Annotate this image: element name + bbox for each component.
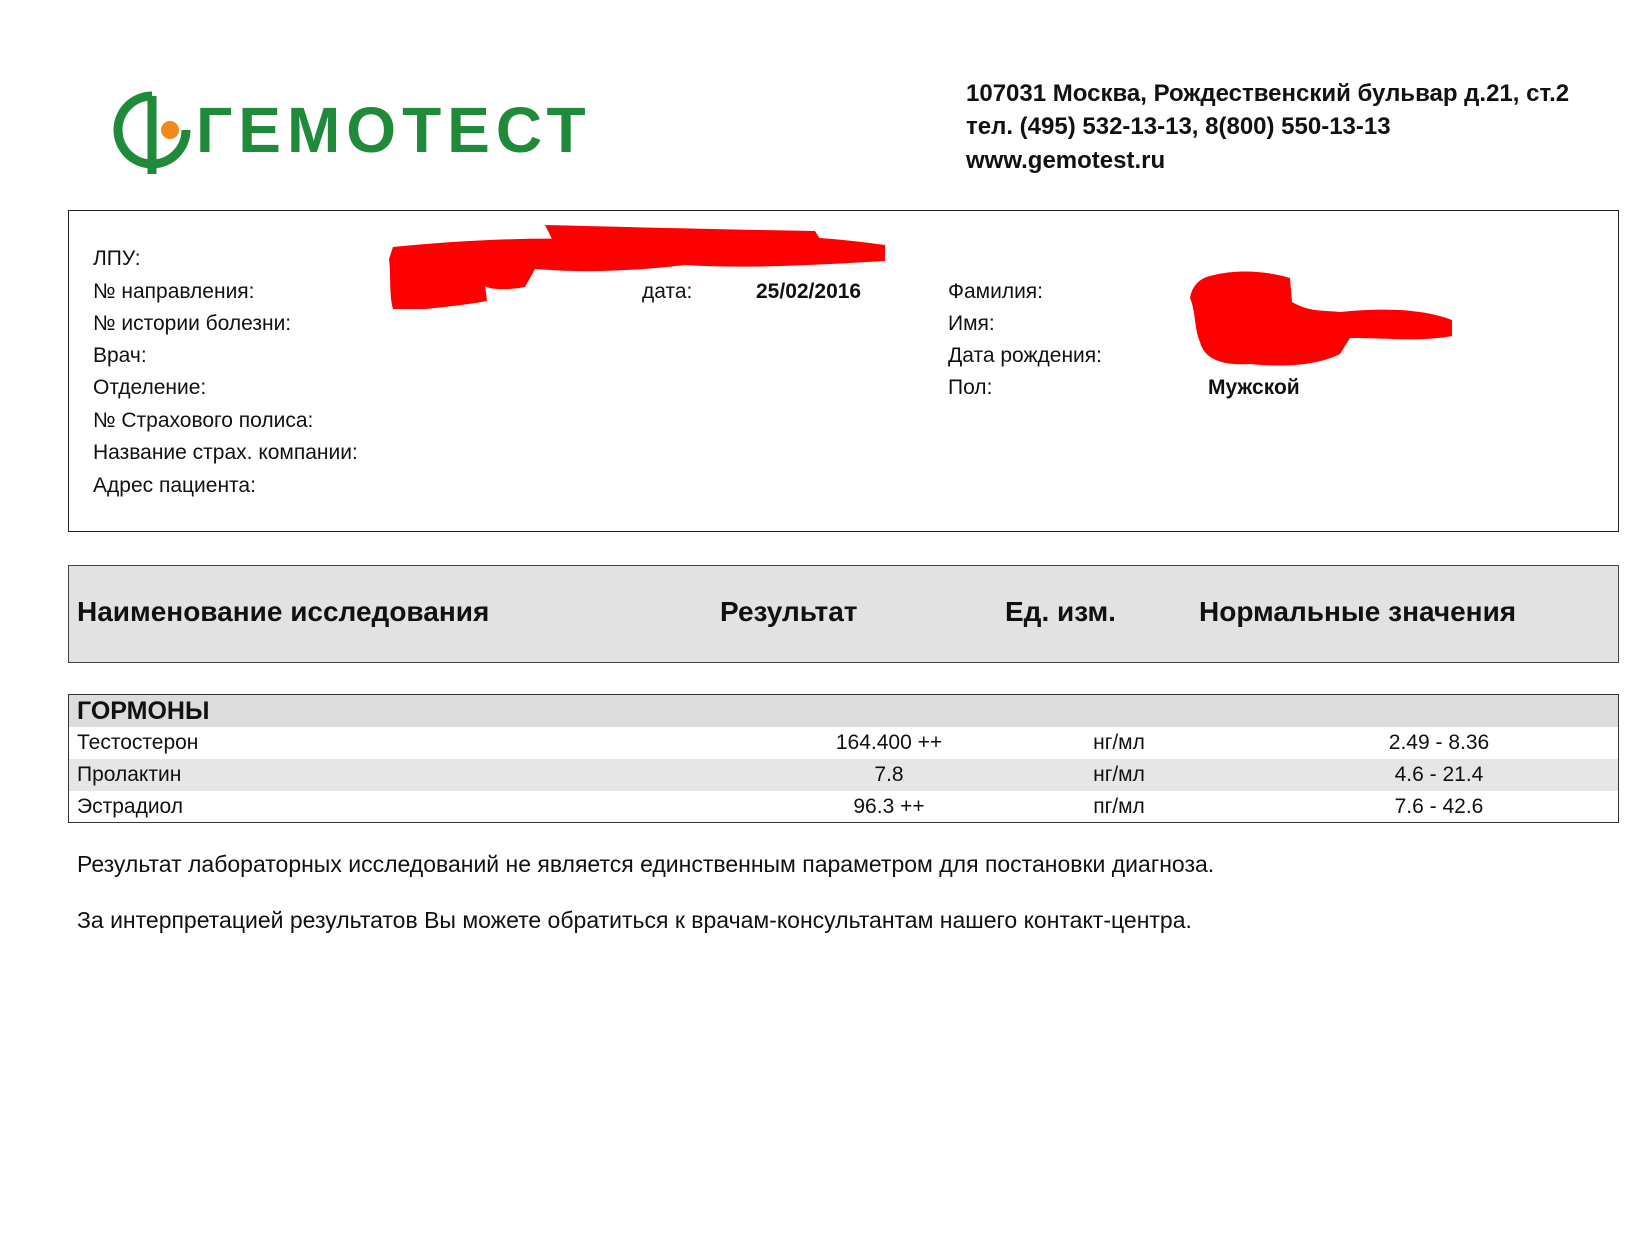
table-row <box>69 791 1618 823</box>
referral-date-value: 25/02/2016 <box>756 280 862 303</box>
test-name: Тестостерон <box>77 731 199 754</box>
label-history-number: № истории болезни: <box>93 312 292 335</box>
redaction-mark-left <box>385 225 890 315</box>
results-table-header <box>68 565 1619 663</box>
logo-emblem <box>118 96 190 174</box>
lab-website[interactable]: www.gemotest.ru <box>966 147 1166 174</box>
test-normal-range: 2.49 - 8.36 <box>1388 731 1490 754</box>
group-title: ГОРМОНЫ <box>77 697 210 725</box>
label-referral-number: № направления: <box>93 280 255 303</box>
label-date: дата: <box>642 280 693 303</box>
test-unit: нг/мл <box>1093 763 1145 786</box>
label-birth-date: Дата рождения: <box>948 344 1102 367</box>
sex-value: Мужской <box>1208 376 1300 399</box>
header-result: Результат <box>720 596 858 627</box>
test-normal-range: 7.6 - 42.6 <box>1394 795 1484 818</box>
gemotest-logo <box>112 82 652 177</box>
test-name: Пролактин <box>77 763 182 786</box>
table-row <box>69 759 1618 791</box>
test-unit: нг/мл <box>1093 731 1145 754</box>
label-sex: Пол: <box>948 376 993 399</box>
header-unit: Ед. изм. <box>1005 596 1116 627</box>
label-department: Отделение: <box>93 376 207 399</box>
disclaimer-note: Результат лабораторных исследований не является единственным параметром для постановки диагноза. <box>77 851 1215 877</box>
test-unit: пг/мл <box>1093 795 1145 818</box>
consultation-note: За интерпретацией результатов Вы можете обратиться к врачам-консультантам нашего контакт-центра. <box>77 907 1192 933</box>
lab-address: 107031 Москва, Рождественский бульвар д.21, ст.2 <box>966 80 1570 107</box>
logo-wordmark: ГЕМОТЕСТ <box>196 94 592 166</box>
label-lpu: ЛПУ: <box>93 247 141 270</box>
label-insurance-policy: № Страхового полиса: <box>93 409 314 432</box>
table-row <box>69 727 1618 759</box>
header-normal-range: Нормальные значения <box>1199 596 1517 627</box>
group-row <box>69 695 1618 727</box>
results-table <box>68 694 1619 823</box>
label-doctor: Врач: <box>93 344 147 367</box>
test-normal-range: 4.6 - 21.4 <box>1394 763 1484 786</box>
test-result: 96.3 ++ <box>853 795 925 818</box>
label-first-name: Имя: <box>948 312 995 335</box>
test-result: 164.400 ++ <box>835 731 943 754</box>
header-test-name: Наименование исследования <box>77 596 490 627</box>
label-patient-address: Адрес пациента: <box>93 474 256 497</box>
test-name: Эстрадиол <box>77 795 184 818</box>
redaction-mark-right <box>1190 268 1460 373</box>
label-surname: Фамилия: <box>948 280 1044 303</box>
test-result: 7.8 <box>874 763 904 786</box>
lab-phone: тел. (495) 532-13-13, 8(800) 550-13-13 <box>966 113 1391 140</box>
label-insurance-company: Название страх. компании: <box>93 441 358 464</box>
